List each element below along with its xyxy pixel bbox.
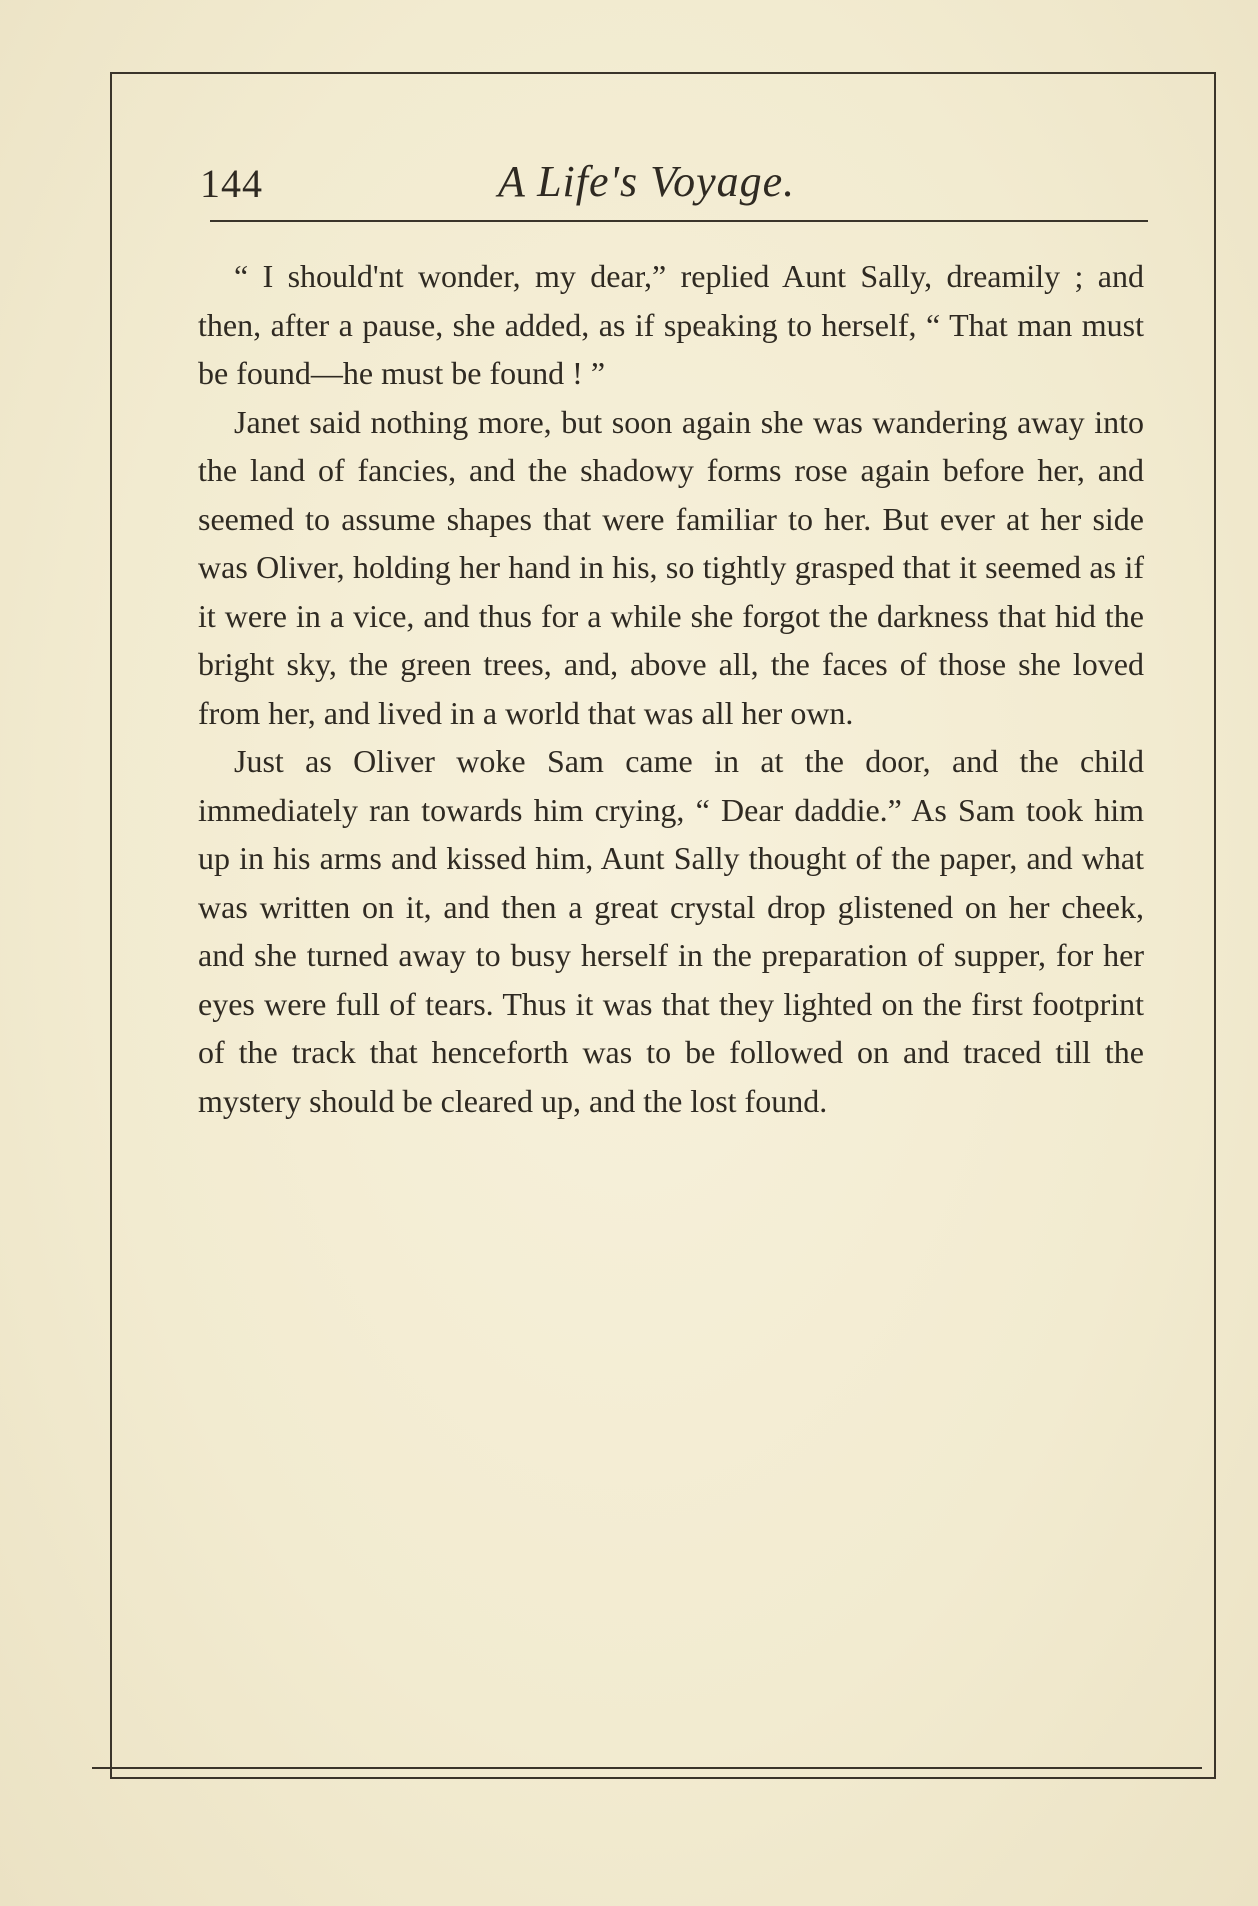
paragraph-2: Janet said nothing more, but soon again she was wandering away into the land of fancies, and the shadowy forms rose again before her, and seemed to assume shapes that were familiar to her. But ever at her side was Oliver, holding her hand in his, so tightly grasped that it seemed as if it were in a vice, and thus for a while she forgot the darkness that hid the bright sky, the green trees, and, above all, the faces of those she loved from her, and lived in a world that was all her own. <box>198 403 1144 731</box>
body-text <box>198 252 1144 1125</box>
running-header <box>200 152 1148 222</box>
paragraph-3: Just as Oliver woke Sam came in at the door, and the child immediately ran towards him crying, “ Dear daddie.” As Sam took him up in his arms and kissed him, Aunt Sally thought of the paper, and what was written on it, and then a great crystal drop glistened on her cheek, and she turned away to busy herself in the preparation of supper, for her eyes were full of tears. Thus it was that they lighted on the first footprint of the track that henceforth was to be followed on and traced till the mystery should be cleared up, and the lost found. <box>198 743 1144 1119</box>
header-rule <box>210 220 1148 222</box>
page-number: 144 <box>200 161 263 206</box>
running-title: A Life's Voyage. <box>498 157 796 206</box>
paragraph-1: “ I should'nt wonder, my dear,” replied Aunt Sally, dreamily ; and then, after a pause, she added, as if speaking to herself, “ That man must be found—he must be found ! ” <box>198 258 1144 391</box>
bottom-rule <box>92 1767 1202 1769</box>
